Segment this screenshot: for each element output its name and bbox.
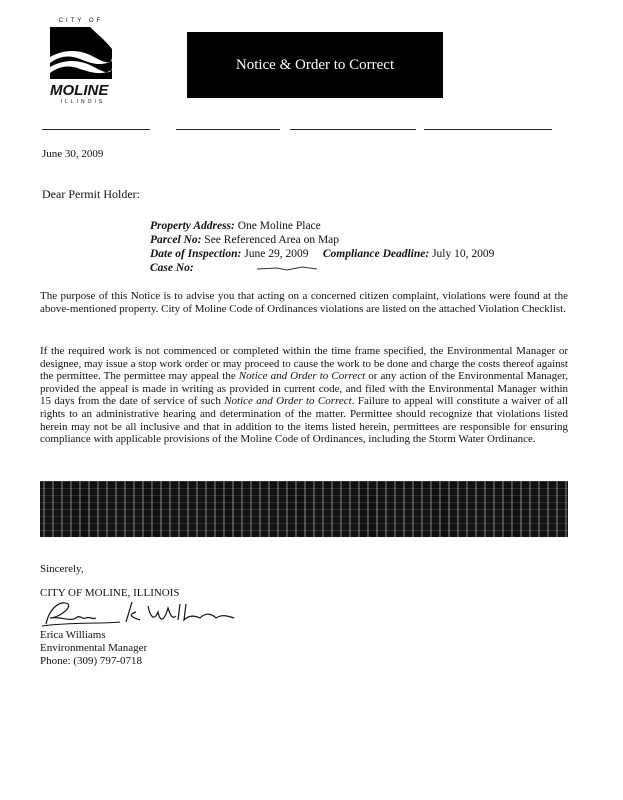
header-rule-3 bbox=[290, 129, 416, 130]
header-rule-1 bbox=[42, 129, 150, 130]
salutation: Dear Permit Holder: bbox=[42, 187, 140, 201]
city-logo bbox=[44, 18, 118, 104]
header-rule-4 bbox=[424, 129, 552, 130]
signer-title: Environmental Manager bbox=[40, 642, 148, 654]
header-rule-2 bbox=[176, 129, 280, 130]
inspection-value: June 29, 2009 bbox=[244, 248, 309, 260]
redacted-case-number bbox=[257, 264, 317, 272]
paragraph-appeal-part2: or any action of the Environmental Manager, provided the appeal is made in writing as provided in current code, and filed with the Environmental Manager within 15 days from the date of service of such bbox=[40, 370, 569, 408]
deadline-value: July 10, 2009 bbox=[432, 248, 495, 260]
parcel-value: See Referenced Area on Map bbox=[204, 234, 340, 246]
paragraph-purpose: The purpose of this Notice is to advise you that acting on a concerned citizen complaint, violations were found at the above-mentioned property. City of Moline Code of Ordinances violations are listed on the attached Violation Checklist. bbox=[40, 290, 568, 315]
paragraph-appeal bbox=[40, 345, 568, 446]
signer-phone: Phone: (309) 797-0718 bbox=[40, 655, 143, 667]
logo-sub-text: ILLINOIS bbox=[60, 99, 106, 105]
title-banner bbox=[187, 32, 443, 98]
logo-top-text: CITY OF bbox=[58, 18, 104, 24]
deadline-label: Compliance Deadline: bbox=[322, 248, 430, 260]
inspection-row bbox=[150, 247, 494, 261]
paragraph-appeal-italic2: Notice and Order to Correct bbox=[224, 395, 352, 408]
parcel-row bbox=[150, 233, 494, 247]
organization: CITY OF MOLINE, ILLINOIS bbox=[40, 587, 180, 599]
letter-date: June 30, 2009 bbox=[42, 148, 104, 160]
logo-emblem-icon bbox=[50, 27, 112, 79]
property-address-value: One Moline Place bbox=[237, 220, 321, 232]
redacted-paragraph bbox=[40, 481, 568, 537]
parcel-label: Parcel No: bbox=[150, 234, 202, 246]
property-address-label: Property Address: bbox=[150, 220, 235, 232]
paragraph-appeal-part3: . Failure to appeal will constitute a waiver of all rights to an administrative hearing and determination of the matter. Permittee should recognize that violations listed herein may not be all inclusive and that in addition to the items listed herein, permittees are responsible for ensuring compliance with applicable provisions of the Moline Code of Ordinances, including the Storm Water Ordinance. bbox=[40, 395, 568, 446]
property-details bbox=[150, 219, 494, 275]
signer-block bbox=[40, 629, 147, 668]
property-address-row bbox=[150, 219, 494, 233]
case-row bbox=[150, 261, 494, 275]
paragraph-appeal-part1: If the required work is not commenced or completed within the time frame specified, the Environmental Manager or designee, may issue a stop work order or may proceed to cause the work to be done and charge the costs thereof against the permittee. The permittee may appeal the bbox=[40, 345, 568, 383]
paragraph-appeal-italic1: Notice and Order to Correct bbox=[238, 370, 366, 383]
inspection-label: Date of Inspection: bbox=[150, 248, 242, 260]
redaction-texture bbox=[40, 481, 568, 537]
case-label: Case No: bbox=[150, 262, 194, 274]
signature-icon bbox=[40, 596, 240, 630]
logo-name: MOLINE bbox=[50, 82, 109, 99]
closing: Sincerely, bbox=[40, 563, 84, 575]
signer-name: Erica Williams bbox=[40, 629, 106, 641]
banner-title: Notice & Order to Correct bbox=[235, 56, 395, 73]
